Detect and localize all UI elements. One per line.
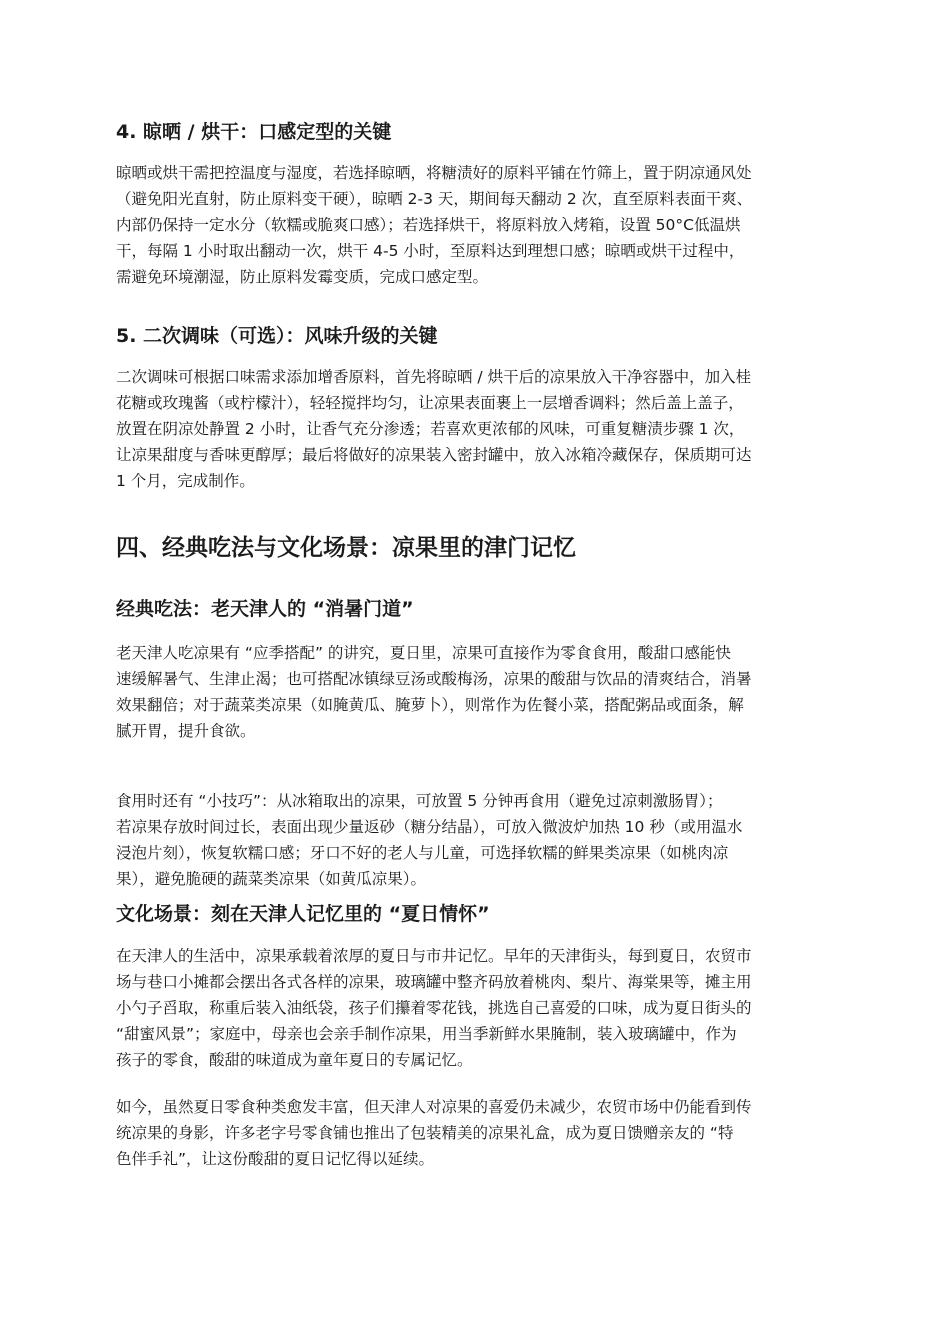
text-line: 需避免环境潮湿，防止原料发霉变质，完成口感定型。 [116, 268, 489, 286]
chapter-title: 四、经典吃法与文化场景：凉果里的津门记忆 [116, 535, 576, 561]
subsection-heading-cultural-scene: 文化场景：刻在天津人记忆里的 “夏日情怀” [116, 903, 490, 925]
text-line: 浸泡片刻），恢复软糯口感；牙口不好的老人与儿童，可选择软糯的鲜果类凉果（如桃肉凉 [116, 844, 729, 862]
section-heading-seasoning: 5. 二次调味（可选）：风味升级的关键 [116, 325, 438, 347]
text-line: 如今，虽然夏日零食种类愈发丰富，但天津人对凉果的喜爱仍未减少，农贸市场中仍能看到传 [116, 1098, 752, 1116]
paragraph-classic-eating-2 [116, 788, 838, 892]
text-line: 1 个月，完成制作。 [116, 472, 255, 490]
text-line: “甜蜜风景”；家庭中，母亲也会亲手制作凉果，用当季新鲜水果腌制，装入玻璃罐中，作为 [116, 1025, 737, 1043]
text-line: 孩子的零食，酸甜的味道成为童年夏日的专属记忆。 [116, 1051, 473, 1069]
section-heading-drying: 4. 晾晒 / 烘干：口感定型的关键 [116, 121, 392, 143]
text-line: 果），避免脆硬的蔬菜类凉果（如黄瓜凉果）。 [116, 870, 427, 888]
paragraph-seasoning [116, 364, 838, 494]
paragraph-drying [116, 160, 838, 290]
text-line: 放置在阴凉处静置 2 小时，让香气充分渗透；若喜欢更浓郁的风味，可重复糖渍步骤 1 次， [116, 420, 745, 438]
text-line: 腻开胃，提升食欲。 [116, 722, 256, 740]
text-line: 效果翻倍；对于蔬菜类凉果（如腌黄瓜、腌萝卜），则常作为佐餐小菜，搭配粥品或面条，解 [116, 696, 744, 714]
text-line: 二次调味可根据口味需求添加增香原料，首先将晾晒 / 烘干后的凉果放入干净容器中，加入桂 [116, 368, 752, 386]
text-line: 食用时还有 “小技巧”：从冰箱取出的凉果，可放置 5 分钟再食用（避免过凉刺激肠胃）； [116, 792, 723, 810]
text-line: 老天津人吃凉果有 “应季搭配” 的讲究，夏日里，凉果可直接作为零食食用，酸甜口感能快 [116, 644, 731, 662]
subsection-heading-classic-eating: 经典吃法：老天津人的 “消暑门道” [116, 598, 414, 620]
paragraph-cultural-scene-1 [116, 943, 838, 1073]
text-line: 若凉果存放时间过长，表面出现少量返砂（糖分结晶），可放入微波炉加热 10 秒（或用温水 [116, 818, 743, 836]
text-line: （避免阳光直射，防止原料变干硬），晾晒 2-3 天，期间每天翻动 2 次，直至原料表面干爽、 [116, 190, 753, 208]
text-line: 场与巷口小摊都会摆出各式各样的凉果，玻璃罐中整齐码放着桃肉、梨片、海棠果等，摊主用 [116, 973, 752, 991]
text-line: 色伴手礼”，让这份酸甜的夏日记忆得以延续。 [116, 1150, 435, 1168]
text-line: 晾晒或烘干需把控温度与湿度，若选择晾晒，将糖渍好的原料平铺在竹筛上，置于阴凉通风处 [116, 164, 752, 182]
text-line: 花糖或玫瑰酱（或柠檬汁），轻轻搅拌均匀，让凉果表面裹上一层增香调料；然后盖上盖子， [116, 394, 744, 412]
paragraph-classic-eating-1 [116, 640, 838, 744]
paragraph-cultural-scene-2 [116, 1094, 838, 1172]
text-line: 在天津人的生活中，凉果承载着浓厚的夏日与市井记忆。早年的天津街头，每到夏日，农贸市 [116, 947, 752, 965]
text-line: 干，每隔 1 小时取出翻动一次，烘干 4-5 小时，至原料达到理想口感；晾晒或烘干过程中， [116, 242, 745, 260]
text-line: 统凉果的身影，许多老字号零食铺也推出了包装精美的凉果礼盒，成为夏日馈赠亲友的 “特 [116, 1124, 734, 1142]
text-line: 小勺子舀取，称重后装入油纸袋，孩子们攥着零花钱，挑选自己喜爱的口味，成为夏日街头的 [116, 999, 752, 1017]
text-line: 速缓解暑气、生津止渴；也可搭配冰镇绿豆汤或酸梅汤，凉果的酸甜与饮品的清爽结合，消暑 [116, 670, 752, 688]
text-line: 让凉果甜度与香味更醇厚；最后将做好的凉果装入密封罐中，放入冰箱冷藏保存，保质期可达 [116, 446, 752, 464]
text-line: 内部仍保持一定水分（软糯或脆爽口感）；若选择烘干，将原料放入烤箱，设置 50°C低温烘 [116, 216, 741, 234]
